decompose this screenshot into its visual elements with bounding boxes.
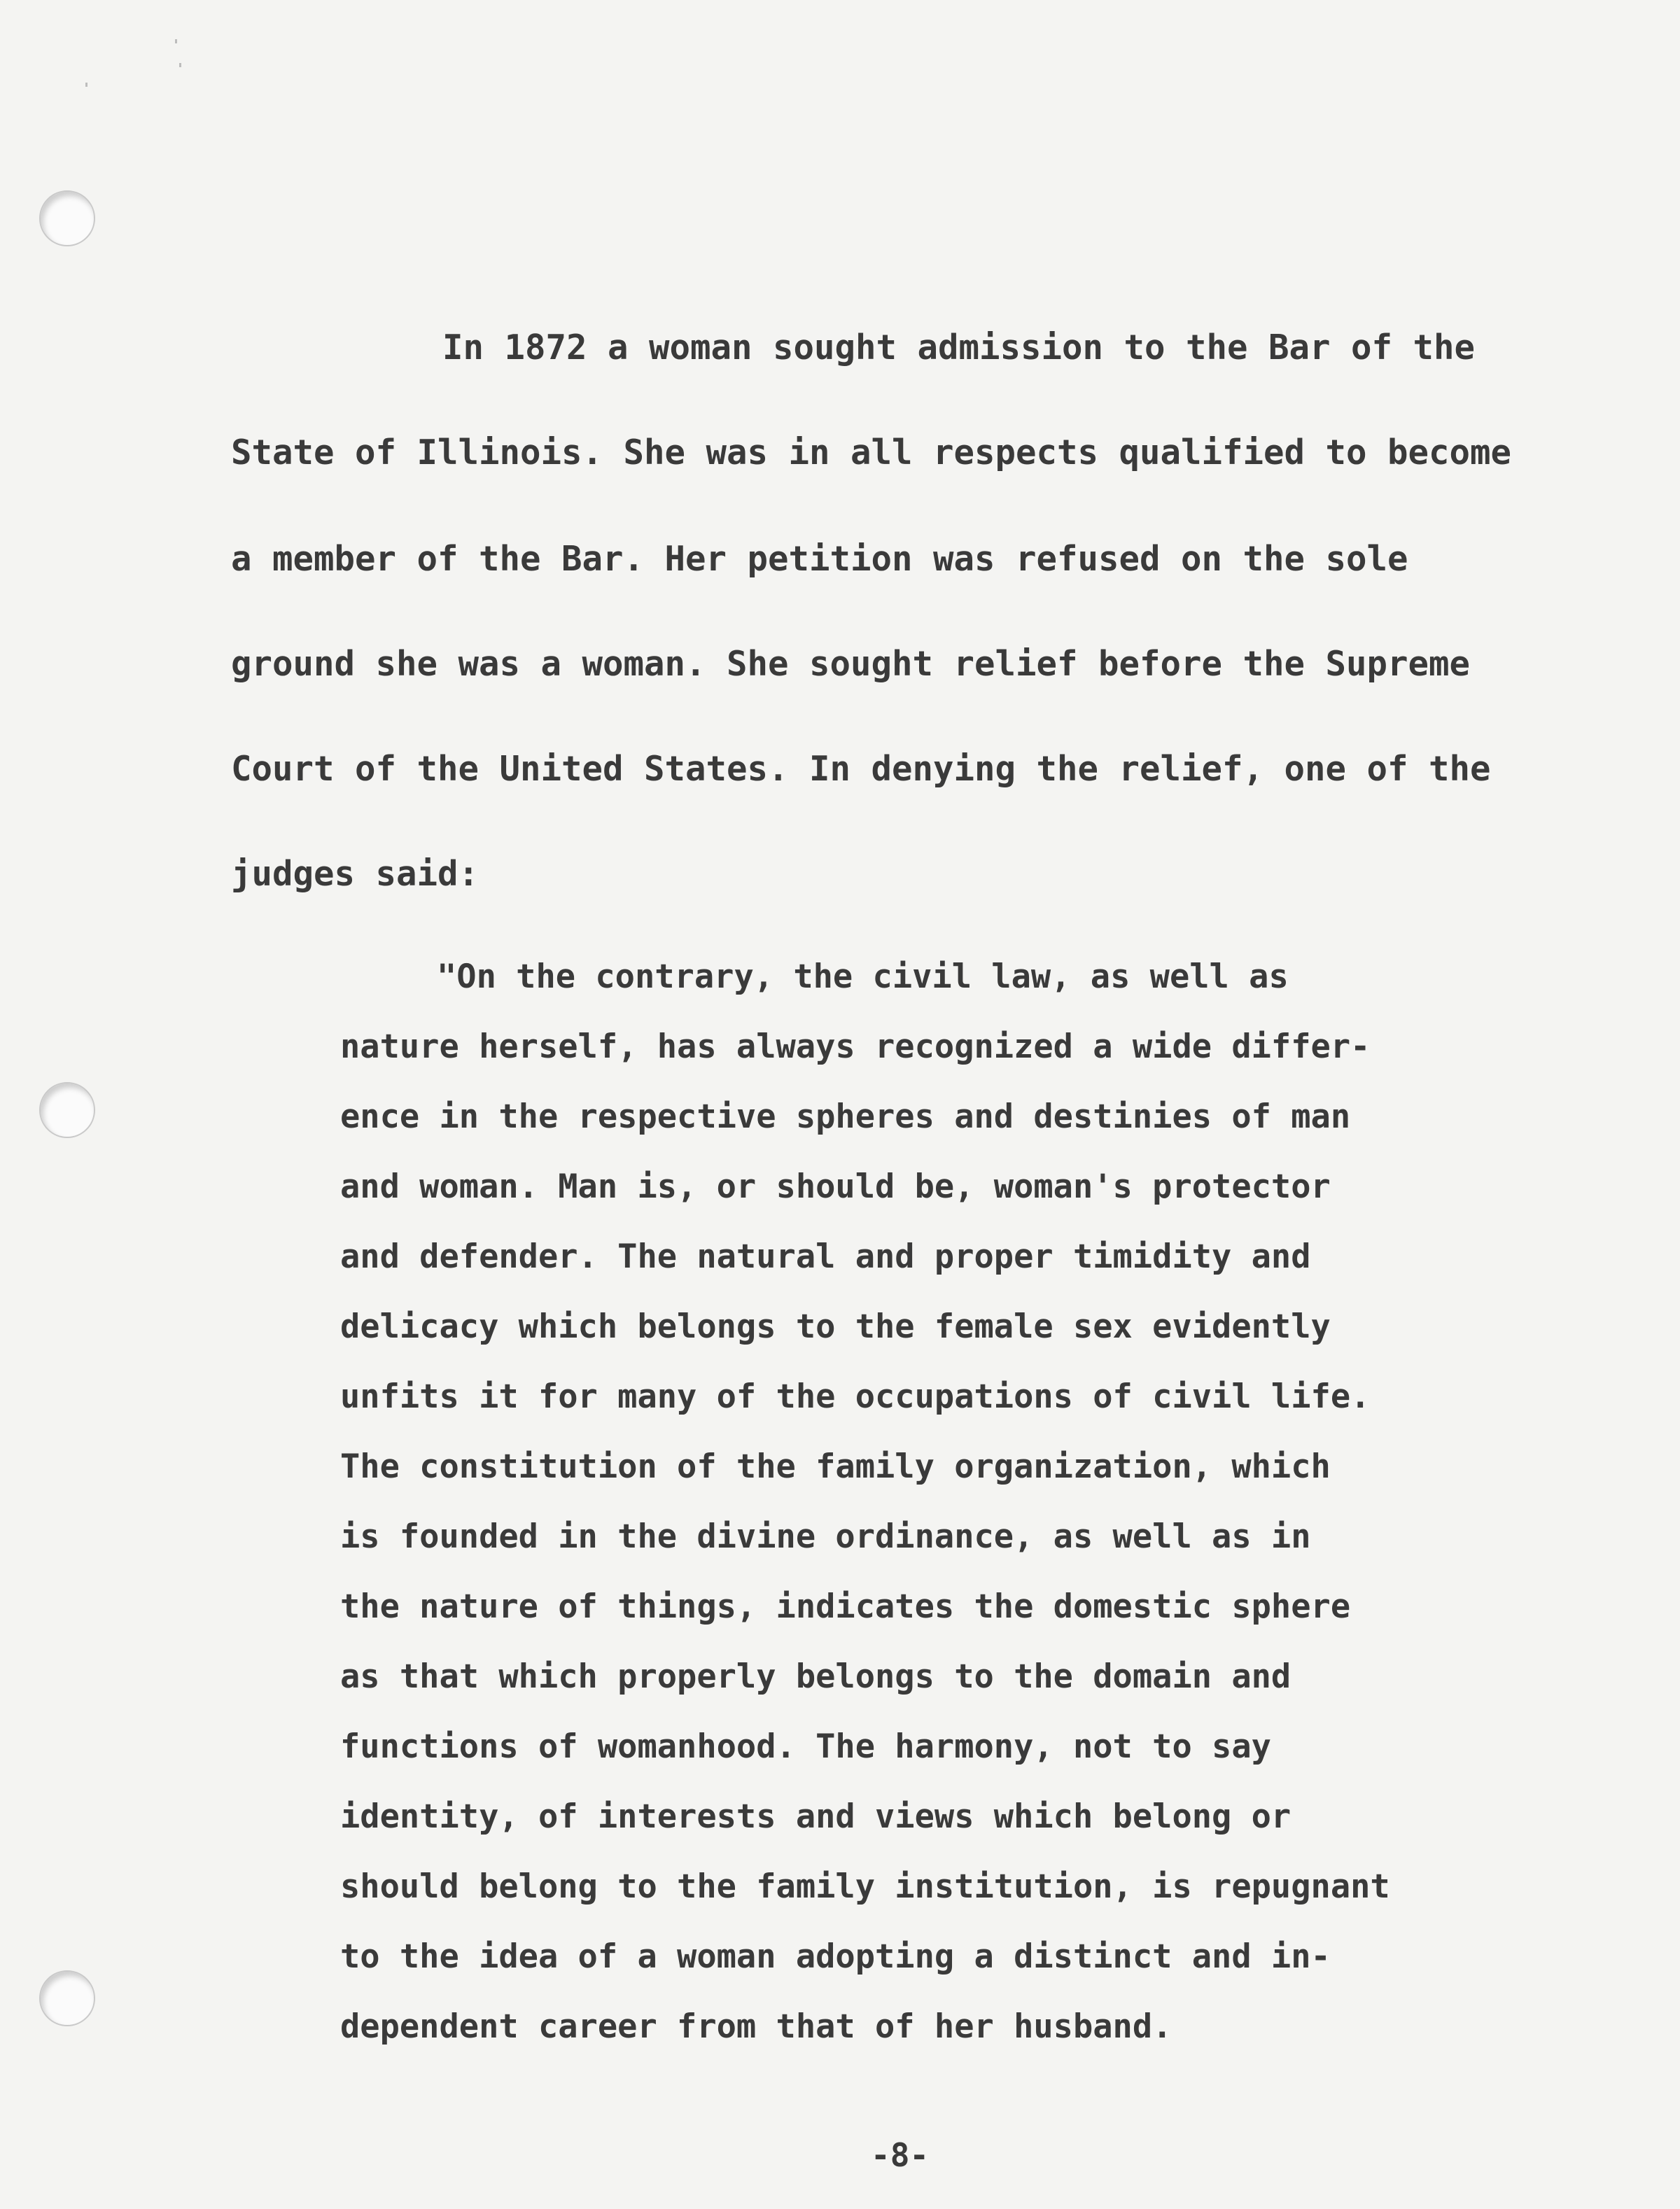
paragraph-line: State of Illinois. She was in all respects qualified to become [231,433,1512,472]
punch-hole [39,1082,95,1138]
quote-line: to the idea of a woman adopting a distinct and in- [340,1937,1331,1976]
paper-speck [175,39,177,43]
quote-line: and defender. The natural and proper timidity and [340,1237,1311,1276]
quote-line: the nature of things, indicates the domestic sphere [340,1587,1351,1626]
punch-hole [39,1970,95,2026]
paragraph-line: judges said: [231,854,479,894]
punch-hole [39,190,95,246]
paper-speck [85,83,88,87]
paragraph-line: a member of the Bar. Her petition was refused on the sole [231,539,1408,579]
quote-line: functions of womanhood. The harmony, not to say [340,1727,1271,1766]
quote-line: unfits it for many of the occupations of civil life. [340,1377,1371,1416]
paper-speck [179,63,181,67]
quote-line: The constitution of the family organization, which [340,1447,1331,1486]
paragraph-line: In 1872 a woman sought admission to the Bar of the [442,328,1476,367]
quote-line: dependent career from that of her husband. [340,2007,1172,2046]
quote-line: should belong to the family institution, is repugnant [340,1867,1390,1906]
paragraph-line: ground she was a woman. She sought relief before the Supreme [231,644,1471,684]
paragraph-line: Court of the United States. In denying the relief, one of the [231,749,1491,789]
quote-line: is founded in the divine ordinance, as well as in [340,1517,1311,1556]
quote-line: identity, of interests and views which belong or [340,1797,1292,1836]
quote-line: as that which properly belongs to the domain and [340,1657,1292,1696]
quote-line: ence in the respective spheres and destinies of man [340,1098,1351,1136]
quote-line: "On the contrary, the civil law, as well as [437,958,1289,996]
quote-line: and woman. Man is, or should be, woman's protector [340,1167,1331,1206]
quote-line: delicacy which belongs to the female sex evidently [340,1307,1331,1346]
quote-line: nature herself, has always recognized a wide differ- [340,1028,1371,1066]
page-number: -8- [871,2136,930,2174]
